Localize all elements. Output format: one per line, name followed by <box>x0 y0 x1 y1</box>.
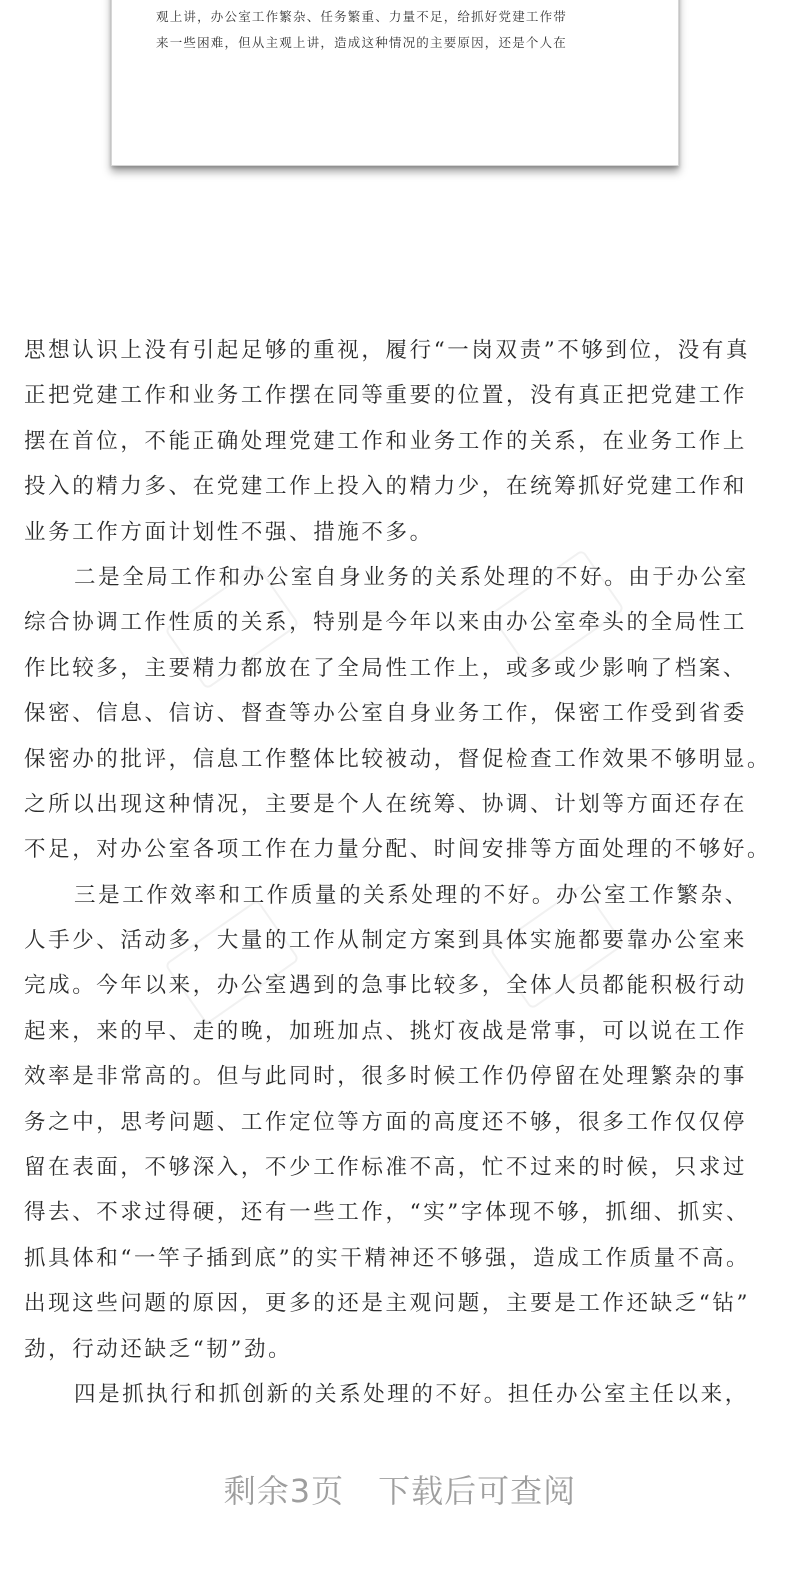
remaining-pages-label: 剩余3页 <box>223 1472 345 1510</box>
document-line: 劲，行动还缺乏“韧”劲。 <box>24 1336 293 1362</box>
document-line: 二是全局工作和办公室自身业务的关系处理的不好。由于办公室 <box>74 564 749 590</box>
document-line: 摆在首位，不能正确处理党建工作和业务工作的关系，在业务工作上 <box>24 428 748 454</box>
document-line: 正把党建工作和业务工作摆在同等重要的位置，没有真正把党建工作 <box>24 383 748 409</box>
document-line: 不足，对办公室各项工作在力量分配、时间安排等方面处理的不够好。 <box>24 837 772 863</box>
download-to-view-label[interactable]: 下载后可查阅 <box>378 1472 577 1510</box>
document-line: 务之中，思考问题、工作定位等方面的高度还不够，很多工作仅仅停 <box>24 1109 748 1135</box>
document-line: 综合协调工作性质的关系，特别是今年以来由办公室牵头的全局性工 <box>24 610 748 636</box>
preview-line: 来一些困难，但从主观上讲，造成这种情况的主要原因，还是个人在 <box>156 35 568 50</box>
document-line: 业务工作方面计划性不强、措施不多。 <box>24 519 434 545</box>
document-line: 三是工作效率和工作质量的关系处理的不好。办公室工作繁杂、 <box>74 882 749 908</box>
document-line: 保密、信息、信访、督查等办公室自身业务工作，保密工作受到省委 <box>24 701 748 727</box>
document-line: 留在表面，不够深入，不少工作标准不高，忙不过来的时候，只求过 <box>24 1155 748 1181</box>
document-line: 人手少、活动多，大量的工作从制定方案到具体实施都要靠办公室来 <box>24 928 748 954</box>
document-line: 保密办的批评，信息工作整体比较被动，督促检查工作效果不够明显。 <box>24 746 772 772</box>
document-line: 四是抓执行和抓创新的关系处理的不好。担任办公室主任以来， <box>74 1381 749 1407</box>
document-body <box>24 328 794 1417</box>
document-line: 抓具体和“一竿子插到底”的实干精神还不够强，造成工作质量不高。 <box>24 1245 751 1271</box>
preview-line: 观上讲，办公室工作繁杂、任务繁重、力量不足，给抓好党建工作带 <box>156 9 568 24</box>
document-line: 起来，来的早、走的晚，加班加点、挑灯夜战是常事，可以说在工作 <box>24 1018 748 1044</box>
document-line: 作比较多，主要精力都放在了全局性工作上，或多或少影响了档案、 <box>24 655 748 681</box>
document-line: 思想认识上没有引起足够的重视，履行“一岗双责”不够到位，没有真 <box>24 338 751 363</box>
document-line: 之所以出现这种情况，主要是个人在统筹、协调、计划等方面还存在 <box>24 791 748 817</box>
page-preview-card <box>111 0 679 166</box>
document-line: 效率是非常高的。但与此同时，很多时候工作仍停留在处理繁杂的事 <box>24 1064 748 1090</box>
document-line: 完成。今年以来，办公室遇到的急事比较多，全体人员都能积极行动 <box>24 973 748 999</box>
document-line: 投入的精力多、在党建工作上投入的精力少，在统筹抓好党建工作和 <box>24 474 748 500</box>
document-line: 出现这些问题的原因，更多的还是主观问题，主要是工作还缺乏“钻” <box>24 1291 751 1317</box>
download-notice[interactable] <box>0 1466 800 1512</box>
document-line: 得去、不求过得硬，还有一些工作，“实”字体现不够，抓细、抓实、 <box>24 1200 751 1226</box>
